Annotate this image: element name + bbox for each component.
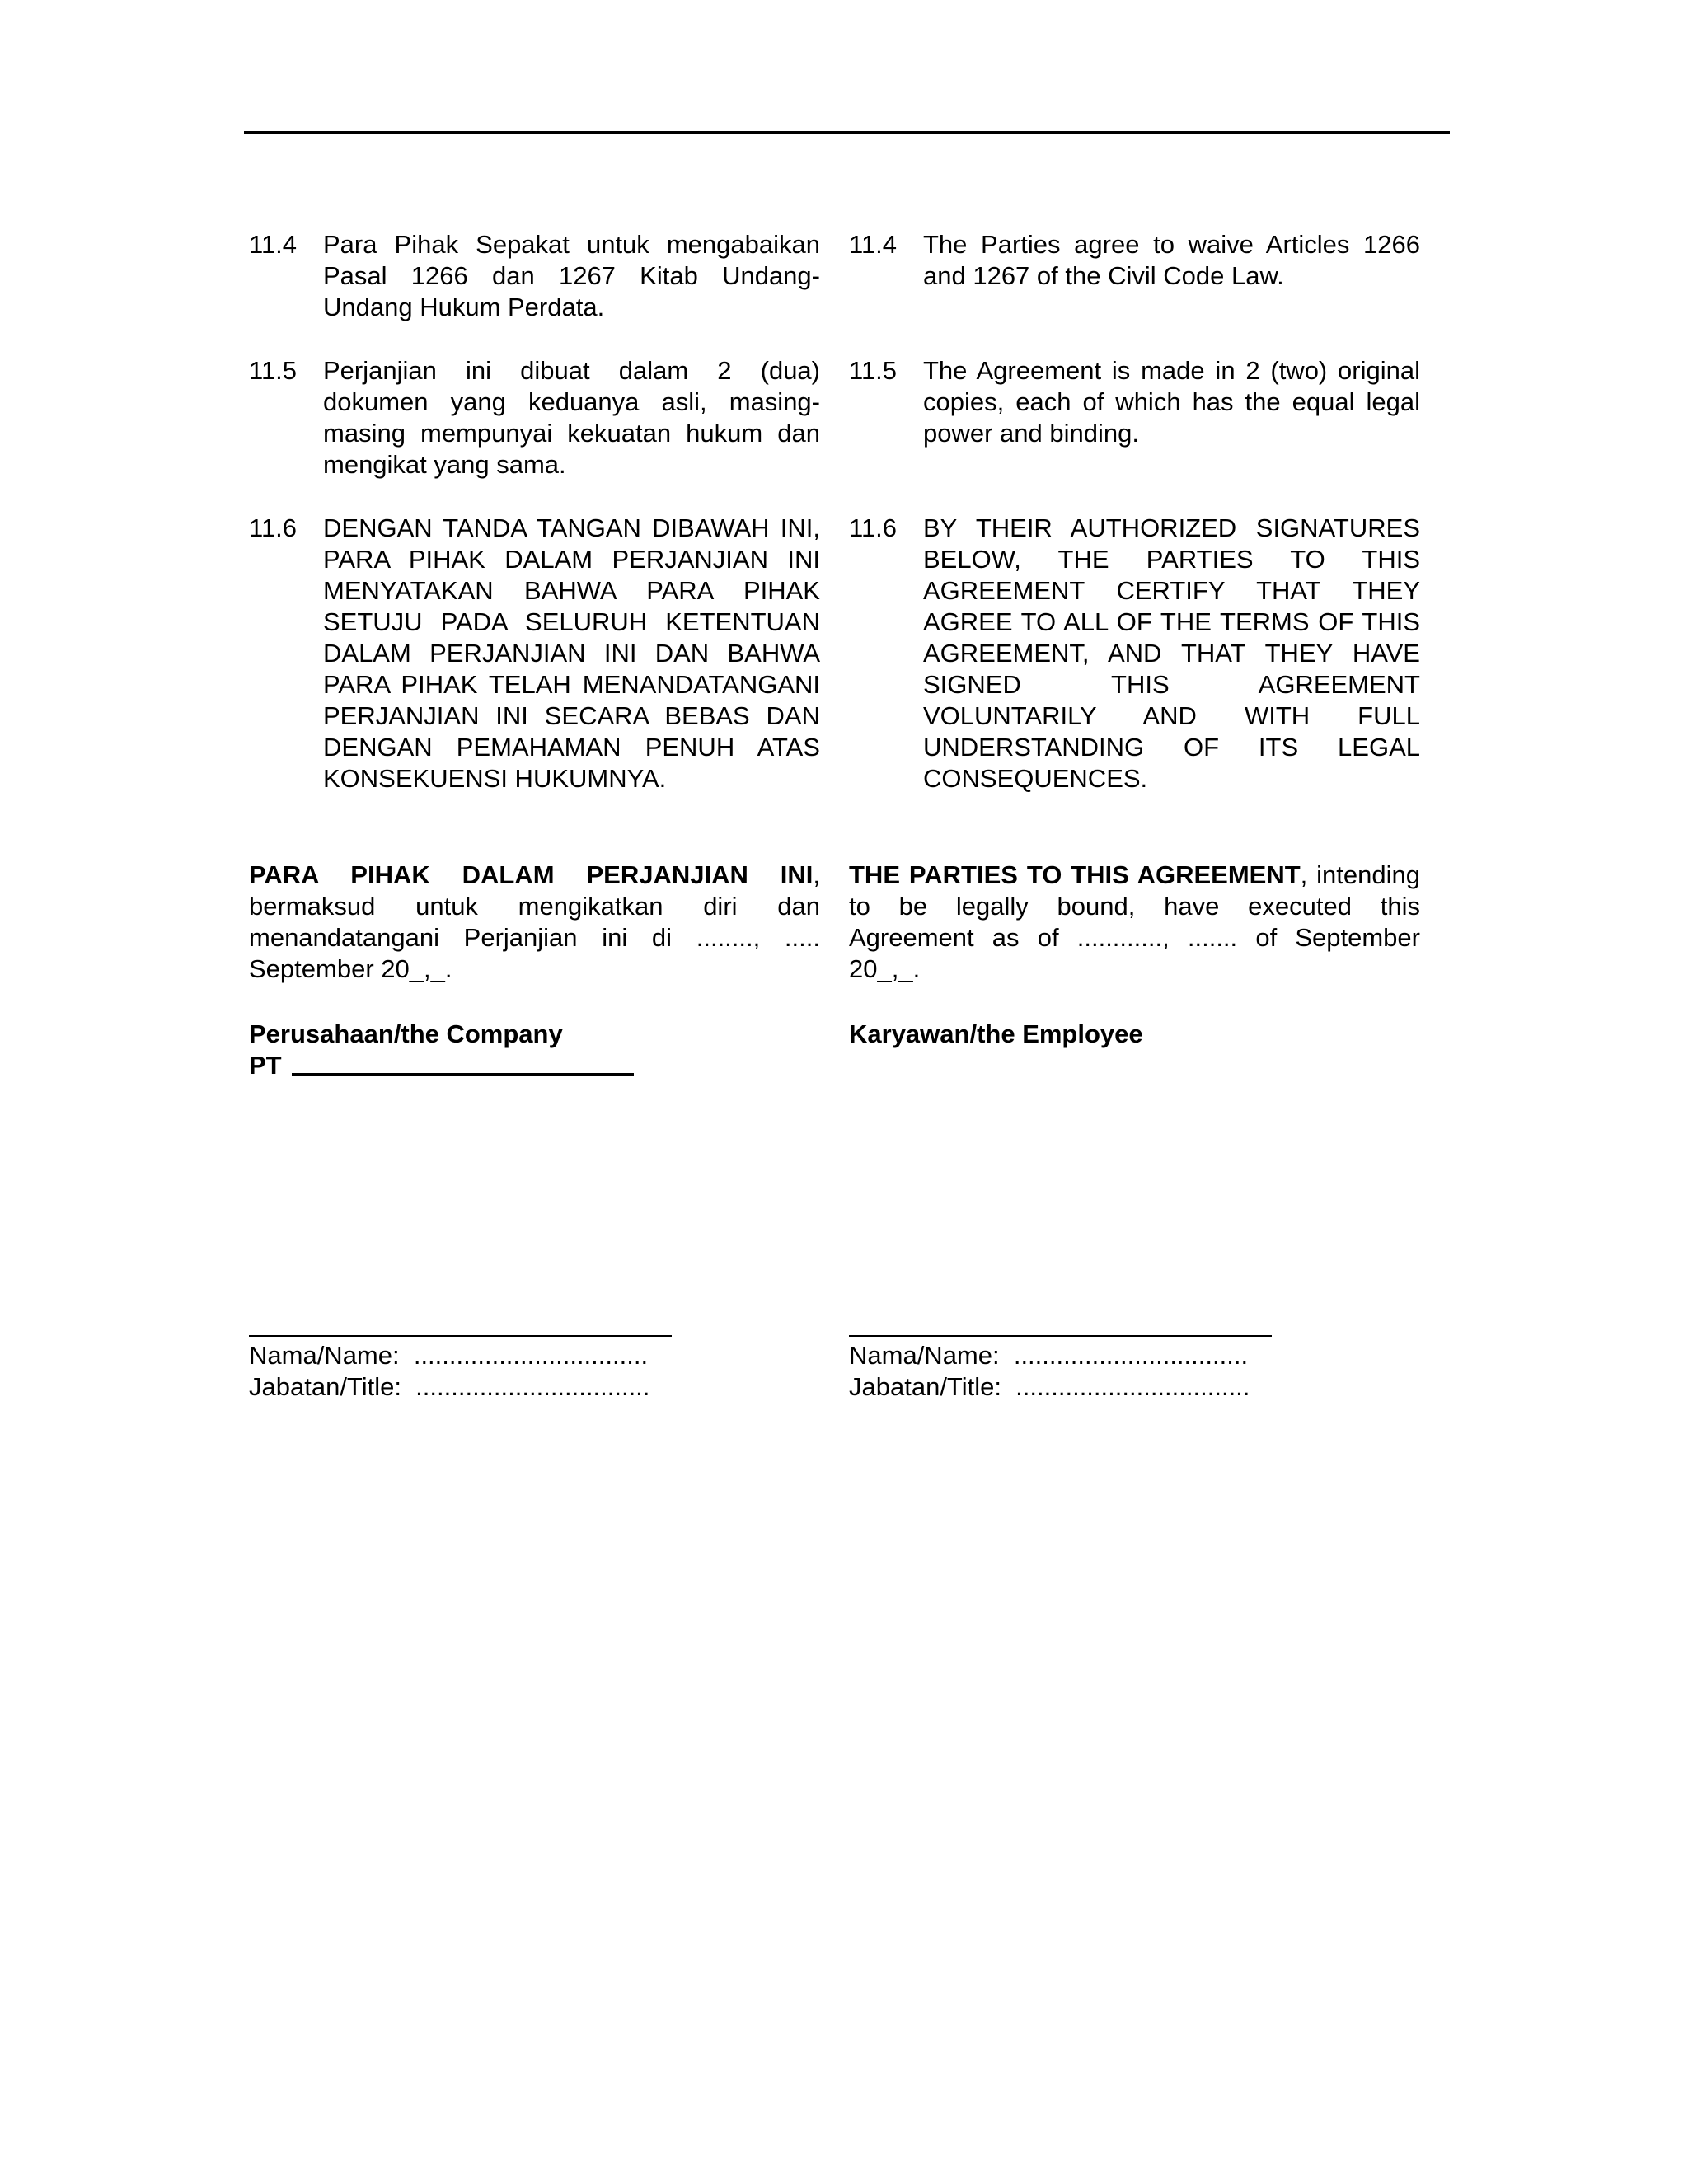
clause-text: Perjanjian ini dibuat dalam 2 (dua) dokumen yang keduanya asli, masing-masing mempunyai kekuatan hukum dan mengikat yang sama.: [323, 356, 820, 479]
clause-11-4-en: [849, 229, 1420, 292]
clause-text: Para Pihak Sepakat untuk mengabaikan Pasal 1266 dan 1267 Kitab Undang-Undang Hukum Perdata.: [323, 230, 820, 321]
company-name-field: Nama/Name: .................................: [249, 1341, 649, 1370]
clause-text: The Agreement is made in 2 (two) original copies, each of which has the equal legal power and binding.: [923, 356, 1420, 448]
employee-title-field: Jabatan/Title: .................................: [849, 1372, 1250, 1401]
clause-text: BY THEIR AUTHORIZED SIGNATURES BELOW, THE PARTIES TO THIS AGREEMENT CERTIFY THAT THEY AGREE TO ALL OF THE TERMS OF THIS AGREEMENT, AND THAT THEY HAVE SIGNED THIS AGREEMENT VOLUNTARILY AND WITH FULL UNDERSTANDING OF ITS LEGAL CONSEQUENCES.: [923, 513, 1420, 793]
employee-party-label: Karyawan/the Employee: [849, 1019, 1143, 1048]
company-pt-line: [249, 1050, 820, 1081]
closing-bold-lead: PARA PIHAK DALAM PERJANJIAN INI: [249, 860, 814, 889]
clause-number: 11.6: [249, 513, 298, 542]
clause-11-6-en: [849, 513, 1420, 794]
company-party-label: Perusahaan/the Company: [249, 1019, 563, 1048]
company-signature-line: [249, 1335, 672, 1337]
clause-text: DENGAN TANDA TANGAN DIBAWAH INI, PARA PIHAK DALAM PERJANJIAN INI MENYATAKAN BAHWA PARA PIHAK SETUJU PADA SELURUH KETENTUAN DALAM PERJANJIAN INI DAN BAHWA PARA PIHAK TELAH MENANDATANGANI PERJANJIAN INI SECARA BEBAS DAN DENGAN PEMAHAMAN PENUH ATAS KONSEKUENSI HUKUMNYA.: [323, 513, 820, 793]
pt-name-blank: [292, 1073, 634, 1076]
right-column: [849, 0, 1420, 2184]
left-column: [249, 0, 820, 2184]
clause-number: 11.5: [849, 356, 898, 385]
clause-number: 11.5: [249, 356, 298, 385]
clause-text: The Parties agree to waive Articles 1266 and 1267 of the Civil Code Law.: [923, 230, 1420, 290]
employee-name-field: Nama/Name: .................................: [849, 1341, 1249, 1370]
clause-11-4-id: [249, 229, 820, 323]
employee-signature-line: [849, 1335, 1272, 1337]
pt-label: PT: [249, 1051, 282, 1080]
clause-11-6-id: [249, 513, 820, 794]
closing-bold-lead: THE PARTIES TO THIS AGREEMENT: [849, 860, 1301, 889]
company-title-field: Jabatan/Title: .................................: [249, 1372, 650, 1401]
closing-rest: , intending to be legally bound, have executed this Agreement as of ............, ....... of September 20_,_.: [849, 860, 1420, 983]
closing-paragraph-en: [849, 860, 1420, 985]
clause-11-5-en: [849, 355, 1420, 449]
clause-number: 11.4: [849, 230, 898, 259]
closing-rest: , bermaksud untuk mengikatkan diri dan menandatangani Perjanjian ini di ........, ..... September 20_,_.: [249, 860, 820, 983]
clause-number: 11.4: [249, 230, 298, 259]
clause-number: 11.6: [849, 513, 898, 542]
closing-paragraph-id: [249, 860, 820, 985]
clause-11-5-id: [249, 355, 820, 480]
